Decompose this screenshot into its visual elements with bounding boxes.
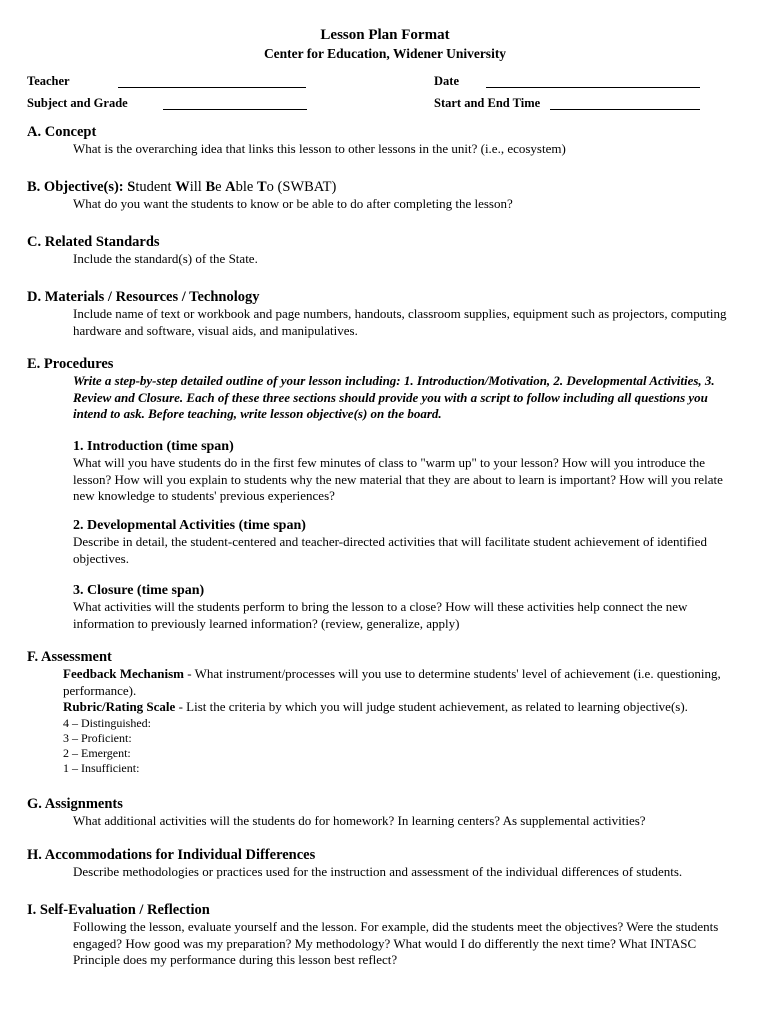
- section-materials: [27, 289, 742, 339]
- section-body: Describe methodologies or practices used for the instruction and assessment of the individual differences of students.: [73, 864, 683, 879]
- procedure-developmental-activities: [73, 517, 738, 567]
- section-body: Following the lesson, evaluate yourself and the lesson. For example, did the students meet the objectives? Were the students engaged? How good was my preparation? My methodology? What would I do differently the next time? What INTASC Principle does my performance during this lesson best reflect?: [73, 919, 719, 967]
- assessment-content: [63, 666, 738, 777]
- section-related-standards: [27, 234, 742, 268]
- date-label: Date: [434, 74, 459, 88]
- section-heading: F. Assessment: [27, 649, 112, 665]
- section-heading: G. Assignments: [27, 796, 123, 812]
- section-body: Include name of text or workbook and page numbers, handouts, classroom supplies, equipment such as projectors, computing hardware and software, visual aids, and manipulatives.: [73, 306, 727, 338]
- section-body: What additional activities will the students do for homework? In learning centers? As supplemental activities?: [73, 813, 646, 828]
- feedback-label: Feedback Mechanism: [63, 666, 184, 681]
- section-heading: D. Materials / Resources / Technology: [27, 289, 260, 305]
- subject-grade-field[interactable]: [163, 109, 307, 110]
- section-objectives: [27, 179, 742, 213]
- section-assignments: [27, 796, 742, 830]
- rating-item: 1 – Insufficient:: [63, 761, 140, 776]
- teacher-field[interactable]: [118, 87, 306, 88]
- section-procedures: [27, 356, 742, 423]
- subject-grade-label: Subject and Grade: [27, 96, 128, 110]
- procedure-heading: 3. Closure (time span): [73, 583, 205, 598]
- section-heading: C. Related Standards: [27, 234, 160, 250]
- section-body: What is the overarching idea that links this lesson to other lessons in the unit? (i.e., ecosystem): [73, 141, 566, 156]
- date-field[interactable]: [486, 87, 700, 88]
- section-body: Write a step-by-step detailed outline of your lesson including: 1. Introduction/Motivation, 2. Developmental Activities, 3. Review and Closure. Each of these three sections should provide you with a script to follow including all questions you intend to ask. Before teaching, write lesson objective(s) on the board.: [73, 373, 715, 421]
- section-body: Include the standard(s) of the State.: [73, 251, 258, 266]
- section-accommodations: [27, 847, 742, 881]
- feedback-mechanism: [63, 666, 738, 699]
- procedure-heading: 1. Introduction (time span): [73, 439, 234, 454]
- document-title: Lesson Plan Format: [320, 27, 450, 43]
- rating-item: 3 – Proficient:: [63, 730, 132, 745]
- procedure-body: What will you have students do in the first few minutes of class to "warm up" to your lesson? How will you introduce the lesson? How will you explain to students why the new material that they are about to learn is important? How will you relate new knowledge to students' previous experiences?: [73, 455, 723, 503]
- section-self-evaluation: [27, 902, 742, 969]
- section-body: What do you want the students to know or be able to do after completing the lesson?: [73, 196, 513, 211]
- teacher-label: Teacher: [27, 74, 70, 88]
- section-heading: B. Objective(s): Student Will Be Able To (SWBAT): [27, 179, 337, 195]
- section-concept: [27, 124, 742, 158]
- start-end-time-label: Start and End Time: [434, 96, 541, 110]
- section-heading: E. Procedures: [27, 356, 114, 372]
- feedback-text: - What instrument/processes will you use to determine students' level of achievement (i.e. questioning, performance).: [63, 666, 721, 698]
- section-heading: H. Accommodations for Individual Differences: [27, 847, 316, 863]
- document-subtitle: Center for Education, Widener University: [263, 46, 507, 61]
- procedure-heading: 2. Developmental Activities (time span): [73, 518, 306, 533]
- rating-item: 4 – Distinguished:: [63, 715, 152, 730]
- procedure-closure: [73, 582, 738, 632]
- section-heading: I. Self-Evaluation / Reflection: [27, 902, 210, 918]
- procedure-body: What activities will the students perform to bring the lesson to a close? How will these activities help connect the new information to previously learned information? (review, generalize, apply): [73, 599, 688, 631]
- rating-item: 2 – Emergent:: [63, 746, 131, 761]
- rubric-rating-scale: [63, 699, 738, 716]
- start-end-time-field[interactable]: [550, 109, 700, 110]
- rubric-text: - List the criteria by which you will judge student achievement, as related to learning objective(s).: [175, 699, 688, 714]
- heading-prefix: B. Objective(s):: [27, 179, 128, 195]
- procedure-body: Describe in detail, the student-centered and teacher-directed activities that will facilitate student achievement of identified objectives.: [73, 534, 707, 566]
- section-assessment: [27, 649, 742, 666]
- section-heading: A. Concept: [27, 124, 97, 140]
- procedure-introduction: [73, 438, 738, 505]
- rubric-label: Rubric/Rating Scale: [63, 699, 176, 714]
